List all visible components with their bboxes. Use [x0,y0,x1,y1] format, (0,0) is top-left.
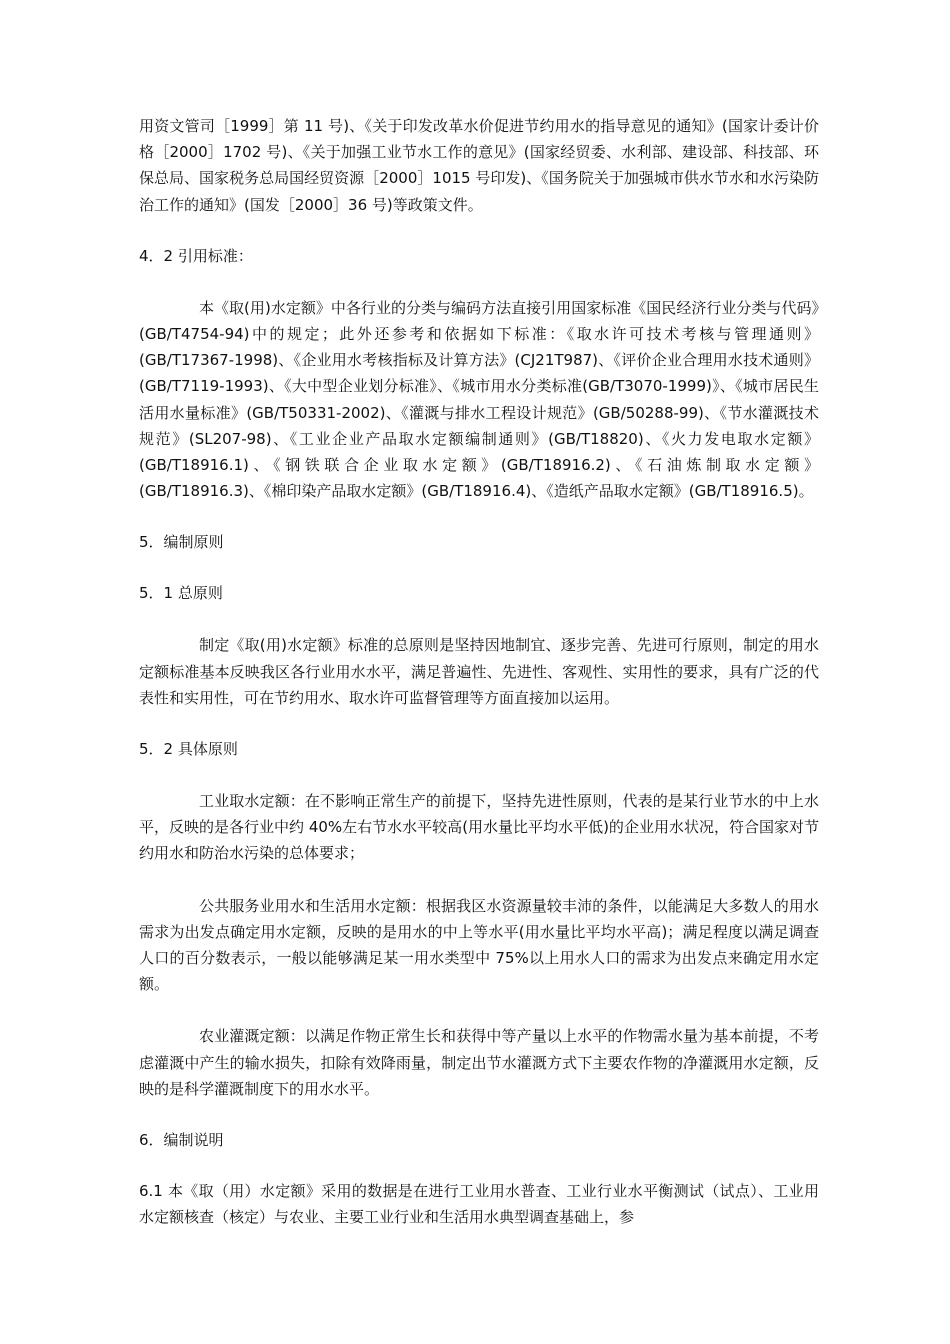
section-4-2-paragraph: 本《取(用)水定额》中各行业的分类与编码方法直接引用国家标准《国民经济行业分类与代码》(GB/T4754-94)中的规定；此外还参考和依据如下标准：《取水许可技术考核与管理通则》(GB/T17367-1998)、《企业用水考核指标及计算方法》(CJ21T987)、《评价企业合理用水技术通则》(GB/T7119-1993)、《大中型企业划分标准》、《城市用水分类标准(GB/T3070-1999)》、《城市居民生活用水量标准》(GB/T50331-2002)、《灌溉与排水工程设计规范》(GB/50288-99)、《节水灌溉技术规范》(SL207-98)、《工业企业产品取水定额编制通则》(GB/T18820)、《火力发电取水定额》(GB/T18916.1)、《钢铁联合企业取水定额》(GB/T18916.2)、《石油炼制取水定额》(GB/T18916.3)、《棉印染产品取水定额》(GB/T18916.4)、《造纸产品取水定额》(GB/T18916.5)。 [139,298,819,501]
section-5-2-heading: 5．2 具体原则 [139,740,238,759]
section-6-heading: 6．编制说明 [139,1131,224,1150]
intro-paragraph: 用资文管司［1999］第 11 号)、《关于印发改革水价促进节约用水的指导意见的通知》(国家计委计价格［2000］1702 号)、《关于加强工业节水工作的意见》(国家经贸委、水利部、建设部、科技部、环保总局、国家税务总局国经贸资源［2000］1015 号印发)、《国务院关于加强城市供水节水和水污染防治工作的通知》(国发［2000］36 号)等政策文件。 [139,117,819,214]
public-service-quota-paragraph: 公共服务业用水和生活用水定额：根据我区水资源量较丰沛的条件，以能满足大多数人的用水需求为出发点确定用水定额，反映的是用水的中上等水平(用水量比平均水平高)；满足程度以满足调查人口的百分数表示，一般以能够满足某一用水类型中 75%以上用水人口的需求为出发点来确定用水定额。 [139,896,819,994]
industry-quota-paragraph: 工业取水定额：在不影响正常生产的前提下，坚持先进性原则，代表的是某行业节水的中上水平，反映的是各行业中约 40%左右节水水平较高(用水量比平均水平低)的企业用水状况，符合国家对节约用水和防治水污染的总体要求； [139,792,819,863]
section-6-1-paragraph: 6.1 本《取（用）水定额》采用的数据是在进行工业用水普查、工业行业水平衡测试（试点）、工业用水定额核查（核定）与农业、主要工业行业和生活用水典型调查基础上，参 [139,1182,819,1227]
section-5-1-heading: 5．1 总原则 [139,584,223,603]
agriculture-quota-paragraph: 农业灌溉定额：以满足作物正常生长和获得中等产量以上水平的作物需水量为基本前提，不考虑灌溉中产生的输水损失，扣除有效降雨量，制定出节水灌溉方式下主要农作物的净灌溉用水定额，反映的是科学灌溉制度下的用水水平。 [139,1027,819,1098]
section-5-1-paragraph: 制定《取(用)水定额》标准的总原则是坚持因地制宜、逐步完善、先进可行原则，制定的用水定额标准基本反映我区各行业用水水平，满足普遍性、先进性、客观性、实用性的要求，具有广泛的代表性和实用性，可在节约用水、取水许可监督管理等方面直接加以运用。 [139,636,819,707]
section-5-heading: 5．编制原则 [139,533,224,552]
section-4-2-heading: 4．2 引用标准： [139,246,253,265]
document-page [139,113,819,1230]
